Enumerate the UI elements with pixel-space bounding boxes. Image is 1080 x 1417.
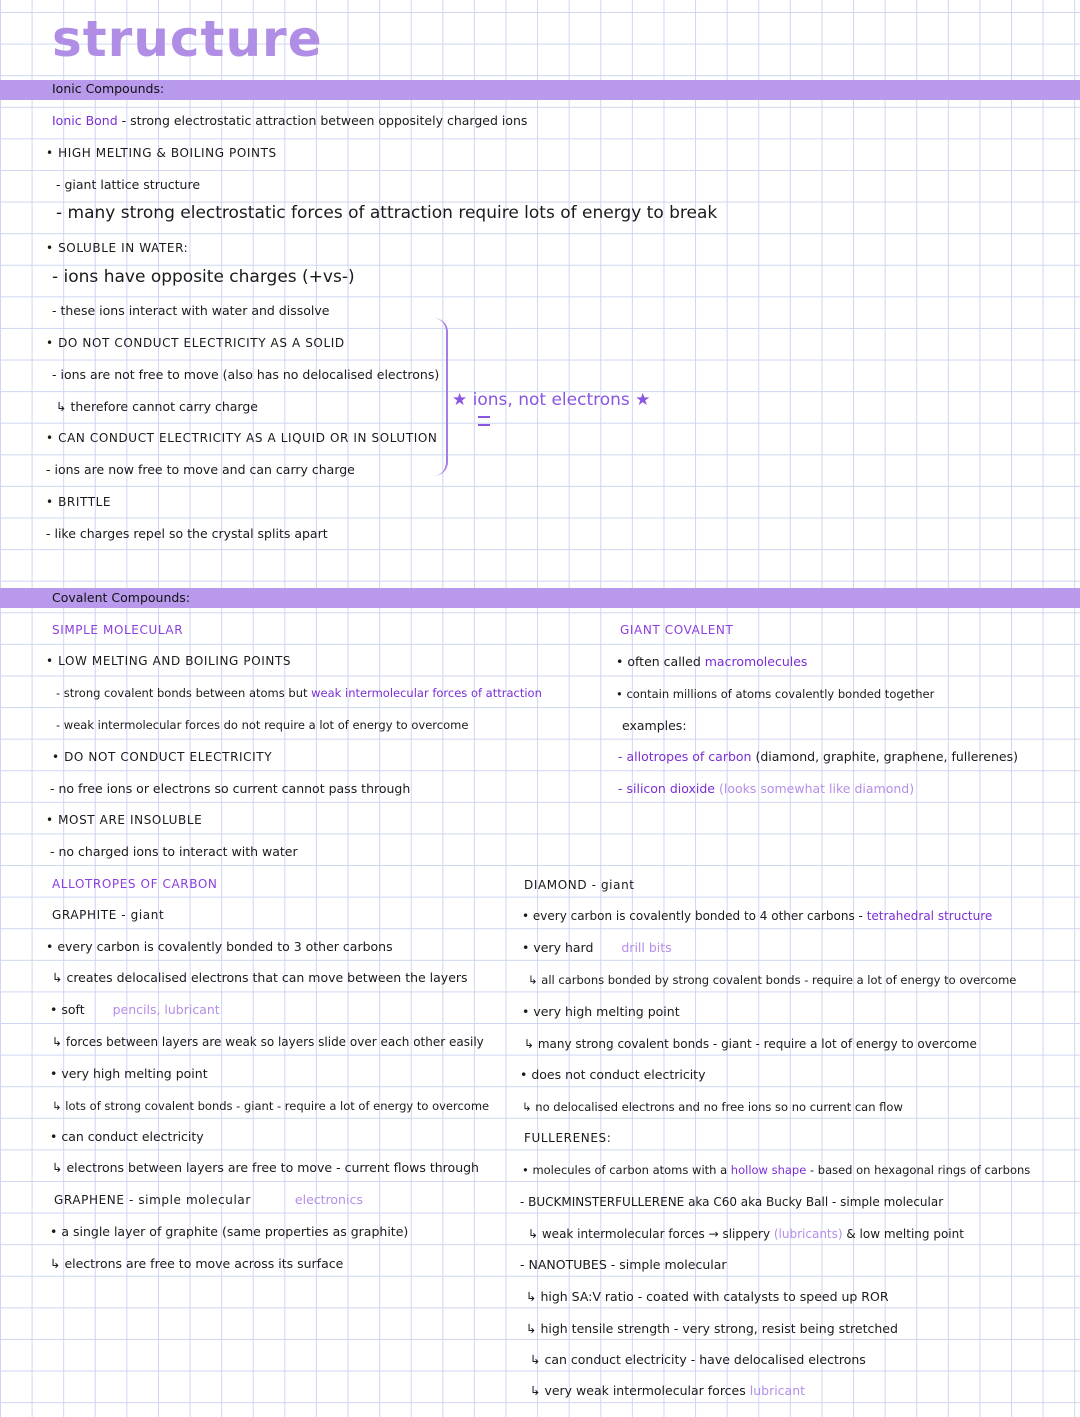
graphite-heading: GRAPHITE - giant	[52, 908, 165, 922]
graphene-subpoint: ↳ electrons are free to move across its surface	[50, 1256, 344, 1271]
giant-note: (looks somewhat like diamond)	[715, 781, 915, 796]
star-icon: ★	[452, 390, 468, 410]
giant-highlight: - silicon dioxide	[618, 781, 715, 796]
diamond-heading: DIAMOND - giant	[524, 878, 635, 892]
diamond-point: • does not conduct electricity	[520, 1067, 706, 1082]
ionic-subpoint: - like charges repel so the crystal splits apart	[46, 526, 328, 541]
giant-examples-label: examples:	[622, 718, 687, 733]
giant-highlight: macromolecules	[704, 654, 808, 669]
simple-point: • LOW MELTING AND BOILING POINTS	[46, 654, 292, 668]
graphite-subpoint: ↳ creates delocalised electrons that can move between the layers	[52, 970, 468, 985]
ionic-subpoint: - ions are now free to move and can carry charge	[46, 462, 355, 477]
giant-point-text: • often called	[616, 654, 705, 669]
ionic-point: • SOLUBLE IN WATER:	[46, 241, 189, 255]
fullerenes-subpoint: - NANOTUBES - simple molecular	[520, 1257, 727, 1272]
graphite-subpoint: ↳ forces between layers are weak so layers slide over each other easily	[52, 1035, 484, 1049]
simple-subpoint: - no charged ions to interact with water	[50, 844, 298, 859]
graphene-point: • a single layer of graphite (same properties as graphite)	[50, 1224, 409, 1239]
diamond-subpoint: ↳ all carbons bonded by strong covalent bonds - require a lot of energy to overcome	[528, 973, 1017, 987]
giant-highlight: - allotropes of carbon	[618, 749, 752, 764]
diamond-use: drill bits	[621, 940, 672, 955]
graphite-subpoint: ↳ lots of strong covalent bonds - giant - require a lot of energy to overcome	[52, 1099, 490, 1113]
simple-molecular-heading: SIMPLE MOLECULAR	[52, 623, 184, 637]
diamond-point-text: • very hard	[522, 940, 594, 955]
callout-ions-not-electrons	[452, 390, 650, 410]
ionic-subpoint: ↳ therefore cannot carry charge	[56, 399, 258, 414]
ionic-bond-term: Ionic Bond	[52, 113, 118, 128]
diamond-point-text: • every carbon is covalently bonded to 4 other carbons -	[522, 909, 867, 923]
giant-example-text: (diamond, graphite, graphene, fullerenes)	[751, 749, 1018, 764]
simple-subpoint	[56, 685, 542, 701]
fullerenes-subpoint: ↳ high tensile strength - very strong, resist being stretched	[526, 1321, 898, 1336]
fullerenes-subpoint-text: ↳ very weak intermolecular forces	[530, 1383, 750, 1398]
ionic-point: • HIGH MELTING & BOILING POINTS	[46, 146, 277, 160]
ionic-point: • CAN CONDUCT ELECTRICITY AS A LIQUID OR IN SOLUTION	[46, 431, 438, 445]
fullerenes-note: (lubricants)	[773, 1227, 843, 1241]
ionic-bond-definition: - strong electrostatic attraction between oppositely charged ions	[117, 113, 528, 128]
simple-point: • MOST ARE INSOLUBLE	[46, 813, 203, 827]
diamond-point: • very high melting point	[522, 1004, 680, 1019]
diamond-point	[522, 908, 992, 924]
ionic-bond-line	[52, 113, 527, 129]
section-header-ionic: Ionic Compounds:	[52, 81, 165, 96]
fullerenes-subpoint: ↳ can conduct electricity - have delocalised electrons	[530, 1352, 866, 1367]
double-underline	[478, 416, 490, 426]
fullerenes-subpoint: ↳ high SA:V ratio - coated with catalysts to speed up ROR	[526, 1289, 889, 1304]
diamond-subpoint: ↳ no delocalised electrons and no free ions so no current can flow	[522, 1100, 903, 1114]
graphene-use: electronics	[294, 1192, 363, 1207]
ionic-subpoint: - ions are not free to move (also has no delocalised electrons)	[52, 367, 440, 382]
fullerenes-subpoint-text: ↳ weak intermolecular forces → slippery	[528, 1227, 774, 1241]
diamond-highlight: tetrahedral structure	[866, 909, 993, 923]
ionic-point: • DO NOT CONDUCT ELECTRICITY AS A SOLID	[46, 336, 345, 350]
simple-highlight: weak intermolecular forces of attraction	[311, 686, 542, 700]
ionic-subpoint: - many strong electrostatic forces of attraction require lots of energy to break	[56, 203, 718, 223]
fullerenes-highlight: hollow shape	[730, 1163, 807, 1177]
fullerenes-subpoint	[530, 1383, 805, 1399]
diamond-subpoint: ↳ many strong covalent bonds - giant - require a lot of energy to overcome	[524, 1037, 977, 1051]
ionic-subpoint: - giant lattice structure	[56, 177, 201, 192]
graphite-point: • very high melting point	[50, 1066, 208, 1081]
fullerenes-point-text: • molecules of carbon atoms with a	[522, 1163, 731, 1177]
section-header-covalent: Covalent Compounds:	[52, 590, 191, 605]
giant-example	[618, 781, 914, 797]
graphite-point-text: • soft	[50, 1002, 85, 1017]
graphite-subpoint: ↳ electrons between layers are free to move - current flows through	[52, 1160, 479, 1175]
fullerenes-subpoint: - BUCKMINSTERFULLERENE aka C60 aka Bucky Ball - simple molecular	[520, 1195, 944, 1209]
allotropes-heading: ALLOTROPES OF CARBON	[52, 877, 218, 891]
simple-subpoint: - no free ions or electrons so current cannot pass through	[50, 781, 411, 796]
star-icon: ★	[635, 390, 651, 410]
fullerenes-point	[522, 1162, 1030, 1178]
page-title: structure	[52, 10, 323, 68]
fullerenes-heading: FULLERENES:	[524, 1131, 612, 1145]
graphite-point: • every carbon is covalently bonded to 3 other carbons	[46, 939, 393, 954]
giant-point: • contain millions of atoms covalently bonded together	[616, 687, 935, 701]
curly-brace	[432, 318, 448, 476]
ionic-subpoint: - these ions interact with water and dissolve	[52, 303, 330, 318]
fullerenes-subpoint	[528, 1226, 964, 1242]
simple-subpoint-text: - strong covalent bonds between atoms but	[56, 686, 312, 700]
graphite-point: • can conduct electricity	[50, 1129, 204, 1144]
simple-point: • DO NOT CONDUCT ELECTRICITY	[52, 750, 273, 764]
graphene-heading	[54, 1192, 363, 1208]
giant-covalent-heading: GIANT COVALENT	[620, 623, 734, 637]
fullerenes-point-text: - based on hexagonal rings of carbons	[806, 1163, 1031, 1177]
graphite-point	[50, 1002, 220, 1018]
diamond-point	[522, 940, 672, 956]
graphite-use: pencils, lubricant	[112, 1002, 220, 1017]
fullerenes-subpoint-text: & low melting point	[842, 1227, 964, 1241]
giant-example	[618, 749, 1018, 765]
ionic-point: • BRITTLE	[46, 495, 112, 509]
simple-subpoint: - weak intermolecular forces do not require a lot of energy to overcome	[56, 718, 469, 732]
callout-text: ions, not electrons	[472, 390, 630, 410]
giant-point	[616, 654, 807, 670]
fullerenes-note: lubricant	[749, 1383, 806, 1398]
graphene-heading-text: GRAPHENE - simple molecular	[54, 1193, 251, 1207]
ionic-subpoint: - ions have opposite charges (+vs-)	[52, 267, 355, 287]
